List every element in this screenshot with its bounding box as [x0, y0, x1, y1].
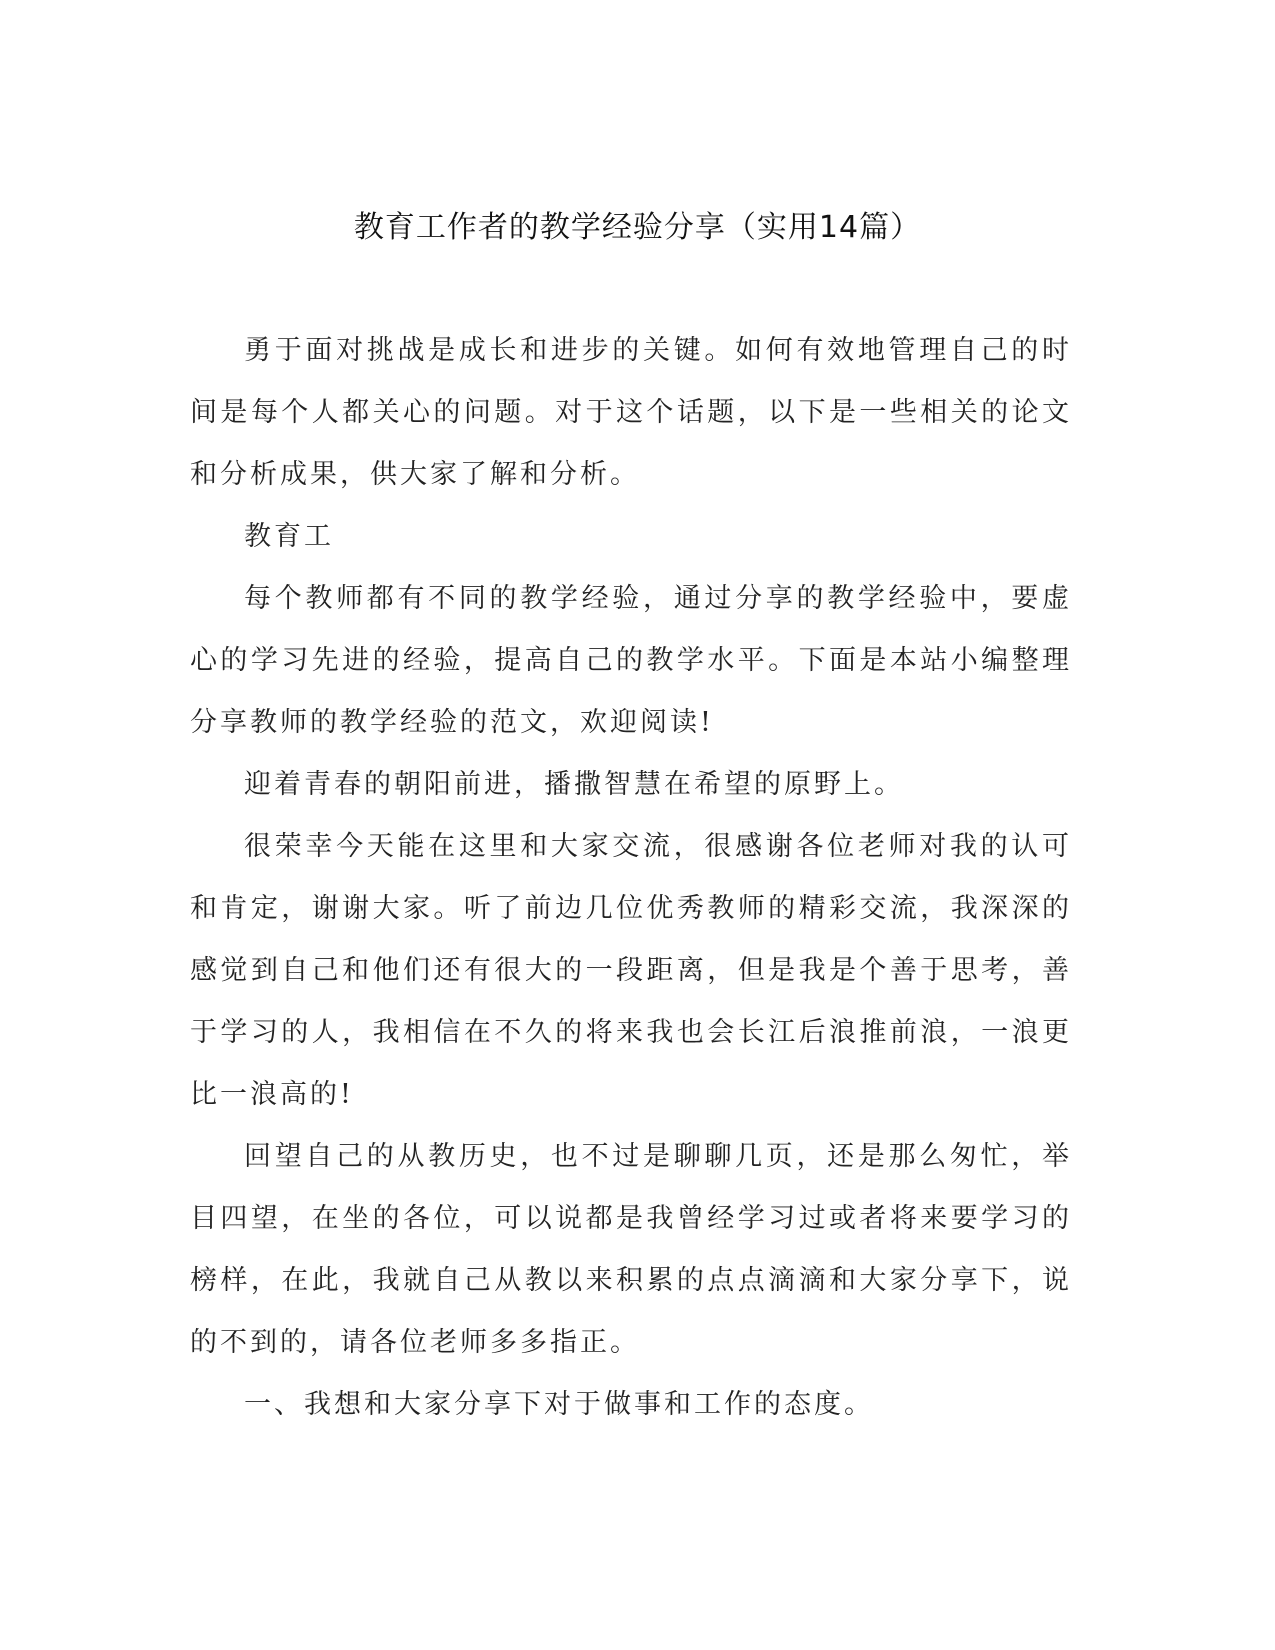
paragraph-motto: 迎着青春的朝阳前进，播撒智慧在希望的原野上。	[244, 769, 904, 800]
paragraph-section-one: 一、我想和大家分享下对于做事和工作的态度。	[244, 1389, 874, 1420]
paragraph-thanks: 很荣幸今天能在这里和大家交流，很感谢各位老师对我的认可和肯定，谢谢大家。听了前边几位优秀教师的精彩交流，我深深的感觉到自己和他们还有很大的一段距离，但是我是个善于思考，善于学习的人，我相信在不久的将来我也会长江后浪推前浪，一浪更比一浪高的!	[190, 831, 1072, 1110]
paragraph-review: 回望自己的从教历史，也不过是聊聊几页，还是那么匆忙，举目四望，在坐的各位，可以说都是我曾经学习过或者将来要学习的榜样，在此，我就自己从教以来积累的点点滴滴和大家分享下，说的不到的，请各位老师多多指正。	[190, 1141, 1072, 1358]
paragraph-intro: 勇于面对挑战是成长和进步的关键。如何有效地管理自己的时间是每个人都关心的问题。对于这个话题，以下是一些相关的论文和分析成果，供大家了解和分析。	[190, 335, 1072, 490]
document-title: 教育工作者的教学经验分享（实用14篇）	[353, 210, 922, 245]
paragraph-heading-fragment: 教育工	[244, 521, 334, 552]
paragraph-experience: 每个教师都有不同的教学经验，通过分享的教学经验中，要虚心的学习先进的经验，提高自己的教学水平。下面是本站小编整理分享教师的教学经验的范文，欢迎阅读!	[190, 583, 1072, 738]
document-body	[190, 320, 1072, 1436]
